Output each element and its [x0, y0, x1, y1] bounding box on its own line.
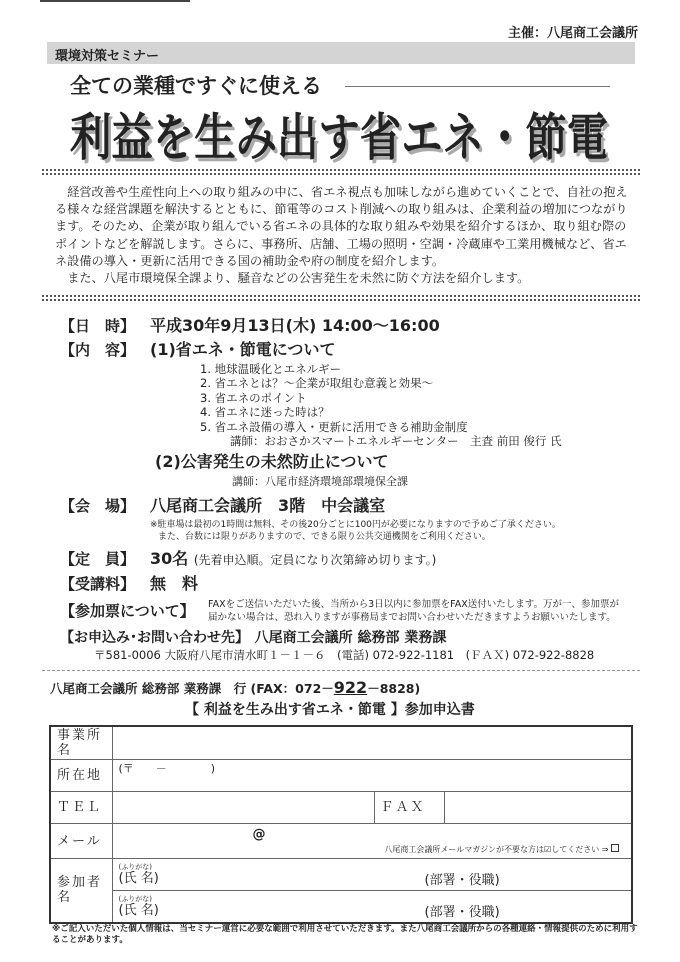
content-label: 【内 容】	[60, 341, 136, 359]
topic-1-items	[200, 362, 562, 448]
fax-field[interactable]	[444, 792, 632, 824]
venue-note-2: また、台数には限りがありますので、できる限り公共交通機関をご利用ください。	[158, 532, 491, 542]
seminar-label: 環境対策セミナー	[47, 42, 635, 64]
recipient-text: 八尾商工会議所 総務部 業務課 行 (FAX：072－	[50, 681, 334, 696]
participant-2-field[interactable]	[112, 891, 632, 923]
ticket-note	[208, 599, 619, 624]
capacity-value: 30名	[150, 549, 189, 568]
subtitle-rule	[345, 86, 610, 87]
list-item: 2. 省エネとは？～企業が取組む意義と効果～	[200, 376, 434, 391]
date-value: 平成30年9月13日(木) 14:00～16:00	[150, 316, 440, 335]
dept-label: (部署・役職)	[424, 873, 500, 888]
organizer: 主催：八尾商工会議所	[507, 26, 638, 41]
dept-label: (部署・役職)	[424, 904, 500, 920]
list-item: 4. 省エネに迷った時は？	[200, 405, 330, 420]
topic-2: (2)公害発生の未然防止について	[155, 452, 389, 471]
form-title: 【 利益を生み出す省エネ・節電 】参加申込書	[185, 702, 475, 718]
participant-label: 参加者名	[50, 859, 112, 923]
capacity-label: 【定 員】	[60, 550, 136, 568]
application-form	[49, 725, 633, 924]
fax-label: ＦＡＸ	[374, 792, 444, 824]
furigana-label: (ふりがな)	[118, 894, 152, 903]
tel-field[interactable]	[112, 792, 374, 824]
ticket-label: 【参加票について】	[60, 602, 195, 620]
intro-paragraph: 経営改善や生産性向上への取り組みの中に、省エネ視点も加味しながら進めていくことで、自社の抱える様々な経営課題を解決するとともに、節電等のコスト削減への取り組みは、企業利益の増加につながります。そのため、企業が取り組んでいる省エネの具体的な取り組みや効果を紹介するほか、取り組む際のポイントなどを解説します。さらに、事務所、店舗、工場の照明・空調・冷蔵庫や工業用機械など、省エネ設備の導入・更新に活用できる国の補助金や府の制度を紹介します。	[55, 185, 628, 268]
list-item: 3. 省エネのポイント	[200, 390, 307, 405]
tel-label: ＴＥＬ	[50, 792, 112, 824]
list-item: 1. 地球温暖化とエネルギー	[200, 362, 342, 376]
name-label: (氏 名)	[118, 871, 159, 886]
venue-label: 【会 場】	[60, 497, 136, 515]
participant-1-field[interactable]	[112, 859, 632, 891]
contact-row	[60, 627, 446, 648]
ticket-row	[60, 601, 205, 621]
name-label: (氏 名)	[118, 902, 159, 918]
venue-note	[150, 519, 561, 543]
address-label: 所在地	[50, 760, 112, 792]
optout-checkbox[interactable]	[611, 844, 619, 852]
contact-address: 〒581-0006 大阪府八尾市清水町１－１－６ (電話) 072-922-1181 (ＦＡＸ) 072-922-8828	[94, 648, 595, 662]
main-title: 利益を生み出す省エネ・節電	[70, 107, 609, 168]
lecturer-1: 講師：おおさかスマートエネルギーセンター 主査 前田 俊行 氏	[230, 434, 562, 449]
content-row	[60, 340, 335, 360]
fax-mid: 922	[333, 678, 368, 697]
intro-text	[55, 184, 630, 287]
mail-magazine-optout	[384, 844, 619, 855]
intro-paragraph: また、八尾市環境保全課より、騒音などの公害発生を未然に防ぐ方法を紹介します。	[67, 271, 530, 286]
fee-row	[60, 574, 198, 594]
address-field[interactable]	[112, 760, 632, 792]
lecturer-2: 講師：八尾市経済環境部環境保全課	[232, 475, 408, 488]
subtitle: 全ての業種ですぐに使える	[70, 74, 322, 98]
list-item: 5. 省エネ設備の導入・更新に活用できる補助金制度	[200, 419, 468, 434]
venue-row	[60, 496, 385, 516]
furigana-label: (ふりがな)	[118, 863, 152, 871]
company-field[interactable]	[112, 726, 632, 760]
fee-value: 無 料	[150, 574, 199, 593]
privacy-note: ※ご記入いただいた個人情報は、当セミナー運営に必要な範囲で利用させていただきます。また八尾商工会議所からの各種連絡・情報提供のために利用することがあります。	[52, 924, 638, 945]
date-label: 【日 時】	[60, 317, 136, 335]
contact-value: 八尾商工会議所 総務部 業務課	[254, 630, 447, 646]
at-sign: @	[252, 827, 266, 842]
contact-label: 【お申込み･お問い合わせ先】	[60, 630, 249, 646]
company-label: 事業所名	[50, 726, 112, 760]
venue-note-1: ※駐車場は最初の1時間は無料、その後20分ごとに100円が必要になりますので予めご了承ください。	[150, 520, 561, 530]
date-row	[60, 316, 440, 336]
venue-value: 八尾商工会議所 3階 中会議室	[150, 496, 386, 515]
cut-line	[42, 670, 640, 671]
ticket-note-1: FAXをご送信いただいた後、当所から3日以内に参加票をFAX送付いたします。万が一、参加票が	[208, 599, 619, 610]
fee-label: 【受講料】	[60, 575, 136, 593]
topic-1: (1)省エネ・節電について	[150, 340, 336, 359]
chain-divider	[42, 295, 640, 301]
mail-field[interactable]	[112, 824, 632, 859]
ticket-note-2: 届かない場合は、恐れ入りますが事務局までお問い合わせいただきますようお願いいたします。	[208, 611, 616, 623]
top-rule	[40, 0, 190, 2]
capacity-row	[60, 549, 436, 570]
capacity-note: (先着申込順。定員になり次第締め切ります。)	[193, 553, 437, 567]
mail-label: メール	[50, 824, 112, 859]
fax-end: －8828)	[367, 681, 421, 696]
form-recipient	[50, 678, 420, 698]
postal-placeholder: (〒 － )	[118, 762, 216, 775]
optout-text: 八尾商工会議所メールマガジンが不要な方は☑してください ⇒	[384, 845, 609, 854]
chain-divider	[42, 169, 640, 175]
